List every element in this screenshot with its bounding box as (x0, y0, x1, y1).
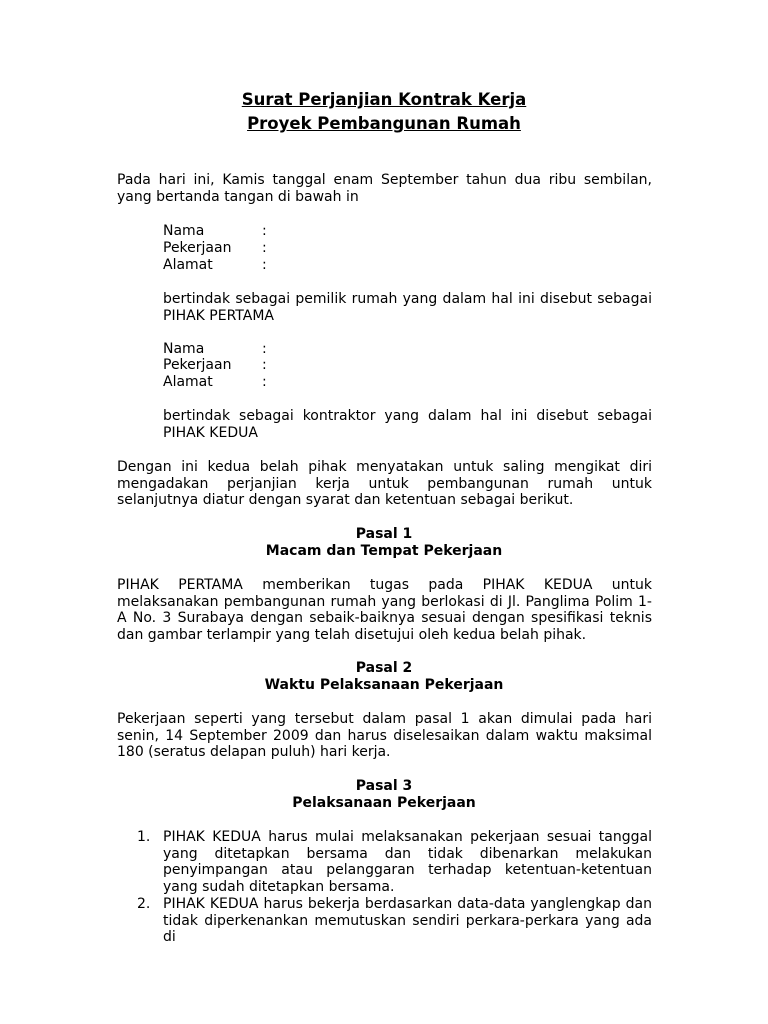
party2-job-colon: : (262, 357, 267, 373)
pasal3-title: Pelaksanaan Pekerjaan (292, 795, 476, 811)
party1-role: bertindak sebagai pemilik rumah yang dalam hal ini disebut sebagai PIHAK PERTAMA (163, 291, 652, 324)
agreement-paragraph: Dengan ini kedua belah pihak menyatakan untuk saling mengikat diri mengadakan perjanjian kerja untuk pembangunan rumah untuk selanjutnya diatur dengan syarat dan ketentuan sebagai berikut. (117, 459, 652, 508)
party2-address-label: Alamat (163, 374, 213, 390)
intro-paragraph: Pada hari ini, Kamis tanggal enam September tahun dua ribu sembilan, yang bertanda tangan di bawah in (117, 172, 652, 205)
party2-address-colon: : (262, 374, 267, 390)
pasal3-item2-number: 2. (137, 896, 151, 912)
party1-name-label: Nama (163, 223, 205, 239)
pasal1-title: Macam dan Tempat Pekerjaan (265, 543, 503, 559)
party1-job-label: Pekerjaan (163, 240, 232, 256)
party1-job-colon: : (262, 240, 267, 256)
pasal1-text: PIHAK PERTAMA memberikan tugas pada PIHAK KEDUA untuk melaksanakan pembangunan rumah yang berlokasi di Jl. Panglima Polim 1-A No. 3 Surabaya dengan sebaik-baiknya sesuai dengan spesifikasi teknis dan gambar terlampir yang telah disetujui oleh kedua belah pihak. (117, 577, 652, 643)
document-title-line1: Surat Perjanjian Kontrak Kerja (241, 90, 527, 109)
pasal2-text: Pekerjaan seperti yang tersebut dalam pasal 1 akan dimulai pada hari senin, 14 September 2009 dan harus diselesaikan dalam waktu maksimal 180 (seratus delapan puluh) hari kerja. (117, 711, 652, 760)
party2-name-colon: : (262, 341, 267, 357)
party2-name-label: Nama (163, 341, 205, 357)
pasal3-item1-text: PIHAK KEDUA harus mulai melaksanakan pekerjaan sesuai tanggal yang ditetapkan bersama dan tidak dibenarkan melakukan penyimpangan atau pelanggaran terhadap ketentuan-ketentuan yang sudah ditetapkan bersama. (163, 829, 652, 895)
document-title-line2: Proyek Pembangunan Rumah (247, 114, 521, 133)
party2-job-label: Pekerjaan (163, 357, 232, 373)
party1-address-colon: : (262, 257, 267, 273)
pasal2-number: Pasal 2 (355, 660, 413, 676)
pasal2-title: Waktu Pelaksanaan Pekerjaan (264, 677, 504, 693)
party2-role: bertindak sebagai kontraktor yang dalam hal ini disebut sebagai PIHAK KEDUA (163, 408, 652, 441)
party1-address-label: Alamat (163, 257, 213, 273)
pasal3-item1-number: 1. (137, 829, 151, 845)
pasal3-item2-text: PIHAK KEDUA harus bekerja berdasarkan data-data yanglengkap dan tidak diperkenankan memutuskan sendiri perkara-perkara yang ada di (163, 896, 652, 945)
party1-name-colon: : (262, 223, 267, 239)
pasal3-number: Pasal 3 (355, 778, 413, 794)
pasal1-number: Pasal 1 (355, 526, 413, 542)
